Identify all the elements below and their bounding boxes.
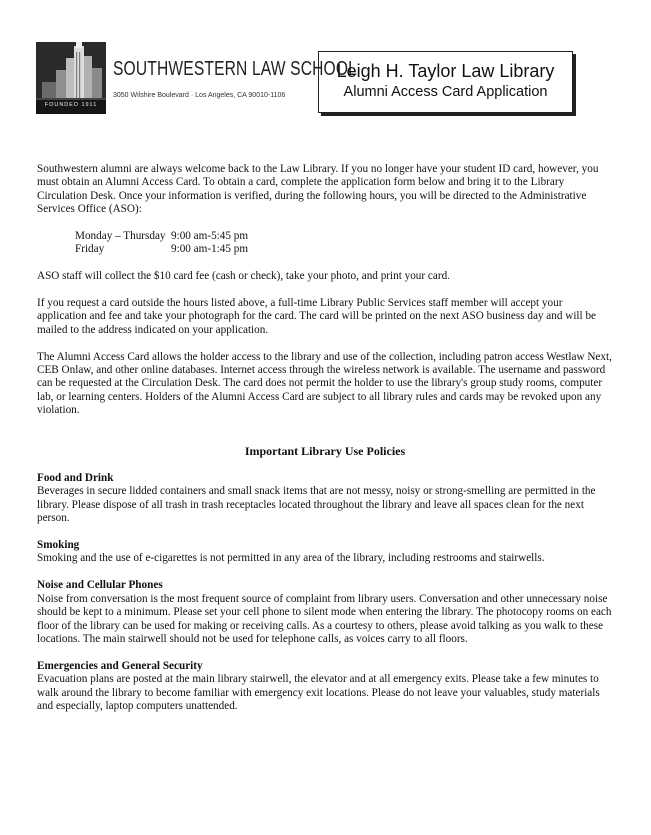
school-name: SOUTHWESTERN LAW SCHOOL — [113, 58, 357, 80]
policy-title: Food and Drink — [37, 472, 114, 485]
hours-day: Monday – Thursday — [75, 230, 166, 243]
policy-section — [37, 472, 613, 526]
after-hours-paragraph: If you request a card outside the hours listed above, a full-time Library Public Services staff member will accept your application and fee and take your photograph for the card. The card will be printed on the next ASO business day and will be mailed to the address indicated on your application. — [37, 297, 597, 336]
form-title: Alumni Access Card Application — [343, 84, 548, 100]
hours-row — [75, 230, 613, 243]
policy-title: Emergencies and General Security — [37, 659, 203, 672]
hours-row — [75, 243, 613, 256]
intro-paragraph: Southwestern alumni are always welcome back to the Law Library. If you no longer have your student ID card, however, you must obtain an Alumni Access Card. To obtain a card, complete the application form below and bring it to the Library Circulation Desk. Once your information is verified, during the following hours, you will be directed to the Administrative Services Office (ASO): — [37, 163, 599, 216]
policy-title: Noise and Cellular Phones — [37, 579, 163, 592]
title-box — [318, 51, 573, 113]
school-address: 3050 Wilshire Boulevard · Los Angeles, CA 90010-1106 — [113, 92, 286, 99]
document-body — [37, 163, 613, 727]
library-name: Leigh H. Taylor Law Library — [336, 61, 555, 81]
policy-text: Smoking and the use of e-cigarettes is not permitted in any area of the library, including restrooms and stairwells. — [37, 552, 545, 565]
access-paragraph: The Alumni Access Card allows the holder access to the library and use of the collection, including patron access Westlaw Next, CEB Onlaw, and other online databases. Internet access through the wireless network is available. The username and password can be requested at the Circulation Desk. The card does not permit the holder to use the library's group study rooms, computer lab, or learning centers. Holders of the Alumni Access Card are subject to all library rules and cards may be revoked upon any violation. — [37, 350, 612, 417]
hours-day: Friday — [75, 243, 105, 256]
policy-text: Evacuation plans are posted at the main library stairwell, the elevator and at all emergency exits. Please take a few minutes to walk around the library to become familiar with emergency exit locations. Please do not leave your valuables, study materials and especially, laptop computers unattended. — [37, 673, 600, 712]
policy-section — [37, 579, 613, 646]
fee-paragraph: ASO staff will collect the $10 card fee (cash or check), take your photo, and print your card. — [37, 270, 450, 283]
hours-time: 9:00 am-5:45 pm — [171, 230, 249, 243]
policy-text: Beverages in secure lidded containers and small snack items that are not messy, noisy or strong-smelling are permitted in the library. Please dispose of all trash in trash receptacles located throughout the library and leave all spaces clean for the next person. — [37, 485, 596, 525]
policy-title: Smoking — [37, 539, 80, 552]
school-logo — [36, 42, 106, 114]
logo-founded-text: FOUNDED 1911 — [44, 102, 98, 108]
policies-heading: Important Library Use Policies — [244, 443, 406, 458]
hours-time: 9:00 am-1:45 pm — [171, 243, 249, 256]
hours-table — [75, 230, 613, 257]
policy-section — [37, 660, 613, 714]
policy-text: Noise from conversation is the most frequent source of complaint from library users. Conversation and other unnecessary noise should be kept to a minimum. Please set your cell phone to silent mode when entering the library. The photocopy rooms on each floor of the library can be used for making or receiving calls. As a courtesy to others, please avoid talking as you walk to these locations. The main stairwell should not be used for telephone calls, as voices carry to all floors. — [37, 592, 612, 645]
policy-section — [37, 539, 613, 566]
